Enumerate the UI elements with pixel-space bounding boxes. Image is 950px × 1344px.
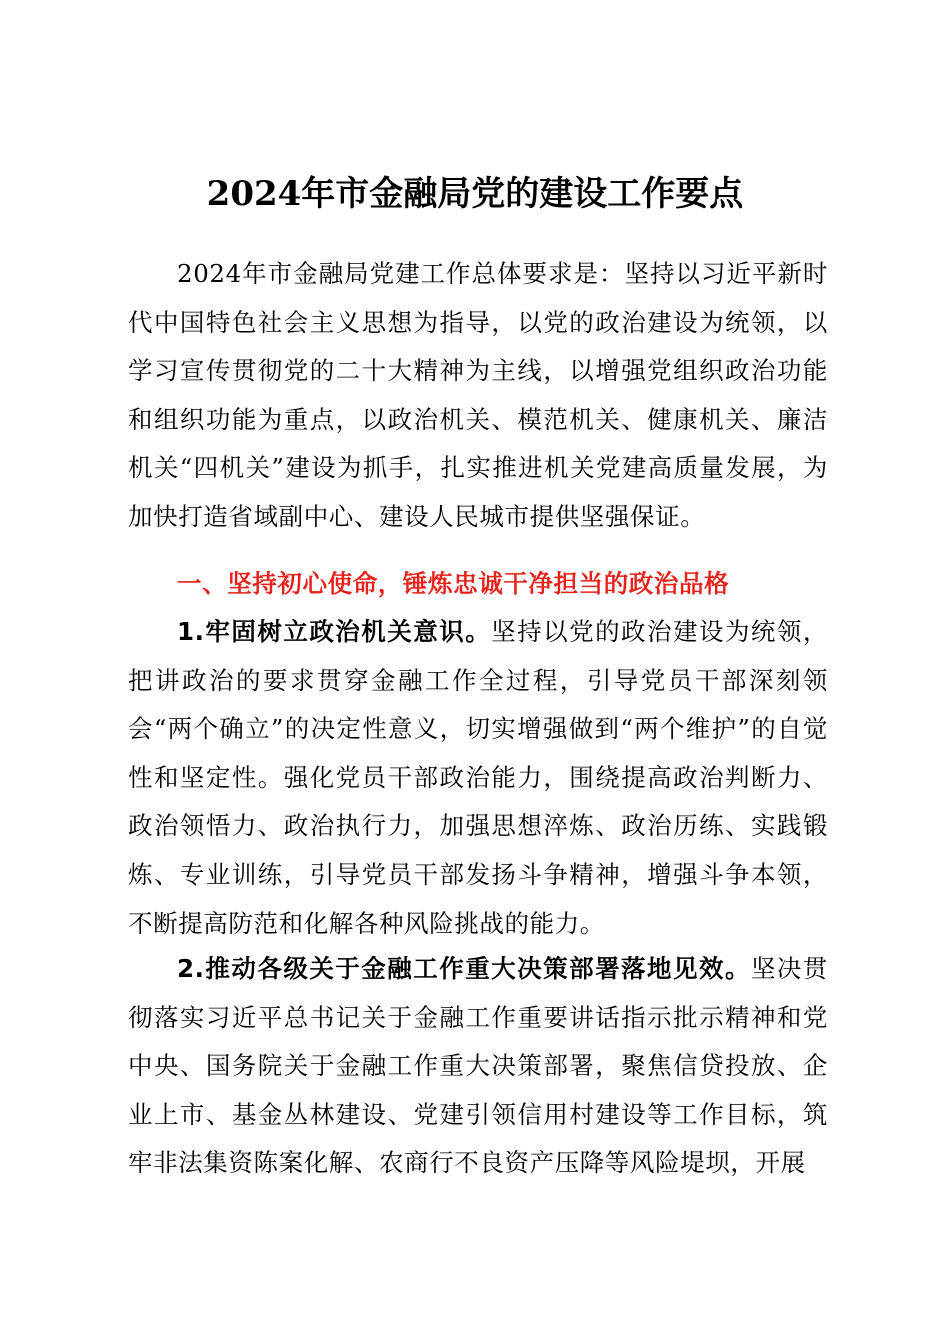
item-lead-1: 1.牢固树立政治机关意识。 [177, 617, 492, 646]
item-paragraph-1 [128, 608, 828, 948]
document-title: 2024年市金融局党的建设工作要点 [206, 174, 744, 214]
section-heading-1: 一、坚持初心使命，锤炼忠诚干净担当的政治品格 [177, 569, 730, 598]
item-paragraph-2 [128, 945, 828, 1188]
item-lead-2: 2.推动各级关于金融工作重大决策部署落地见效。 [177, 954, 751, 983]
item-text-2: 坚决贯彻落实习近平总书记关于金融工作重要讲话指示批示精神和党中央、国务院关于金融工作重大决策部署，聚焦信贷投放、企业上市、基金丛林建设、党建引领信用村建设等工作目标，筑牢非法集资陈案化解、农商行不良资产压降等风险堤坝，开展 [128, 954, 828, 1178]
intro-paragraph: 2024年市金融局党建工作总体要求是：坚持以习近平新时代中国特色社会主义思想为指导，以党的政治建设为统领，以学习宣传贯彻党的二十大精神为主线，以增强党组织政治功能和组织功能为重点，以政治机关、模范机关、健康机关、廉洁机关“四机关”建设为抓手，扎实推进机关党建高质量发展，为加快打造省域副中心、建设人民城市提供坚强保证。 [128, 259, 828, 531]
item-text-1: 坚持以党的政治建设为统领，把讲政治的要求贯穿金融工作全过程，引导党员干部深刻领会“两个确立”的决定性意义，切实增强做到“两个维护”的自觉性和坚定性。强化党员干部政治能力，围绕提高政治判断力、政治领悟力、政治执行力，加强思想淬炼、政治历练、实践锻炼、专业训练，引导党员干部发扬斗争精神，增强斗争本领，不断提高防范和化解各种风险挑战的能力。 [128, 617, 828, 938]
